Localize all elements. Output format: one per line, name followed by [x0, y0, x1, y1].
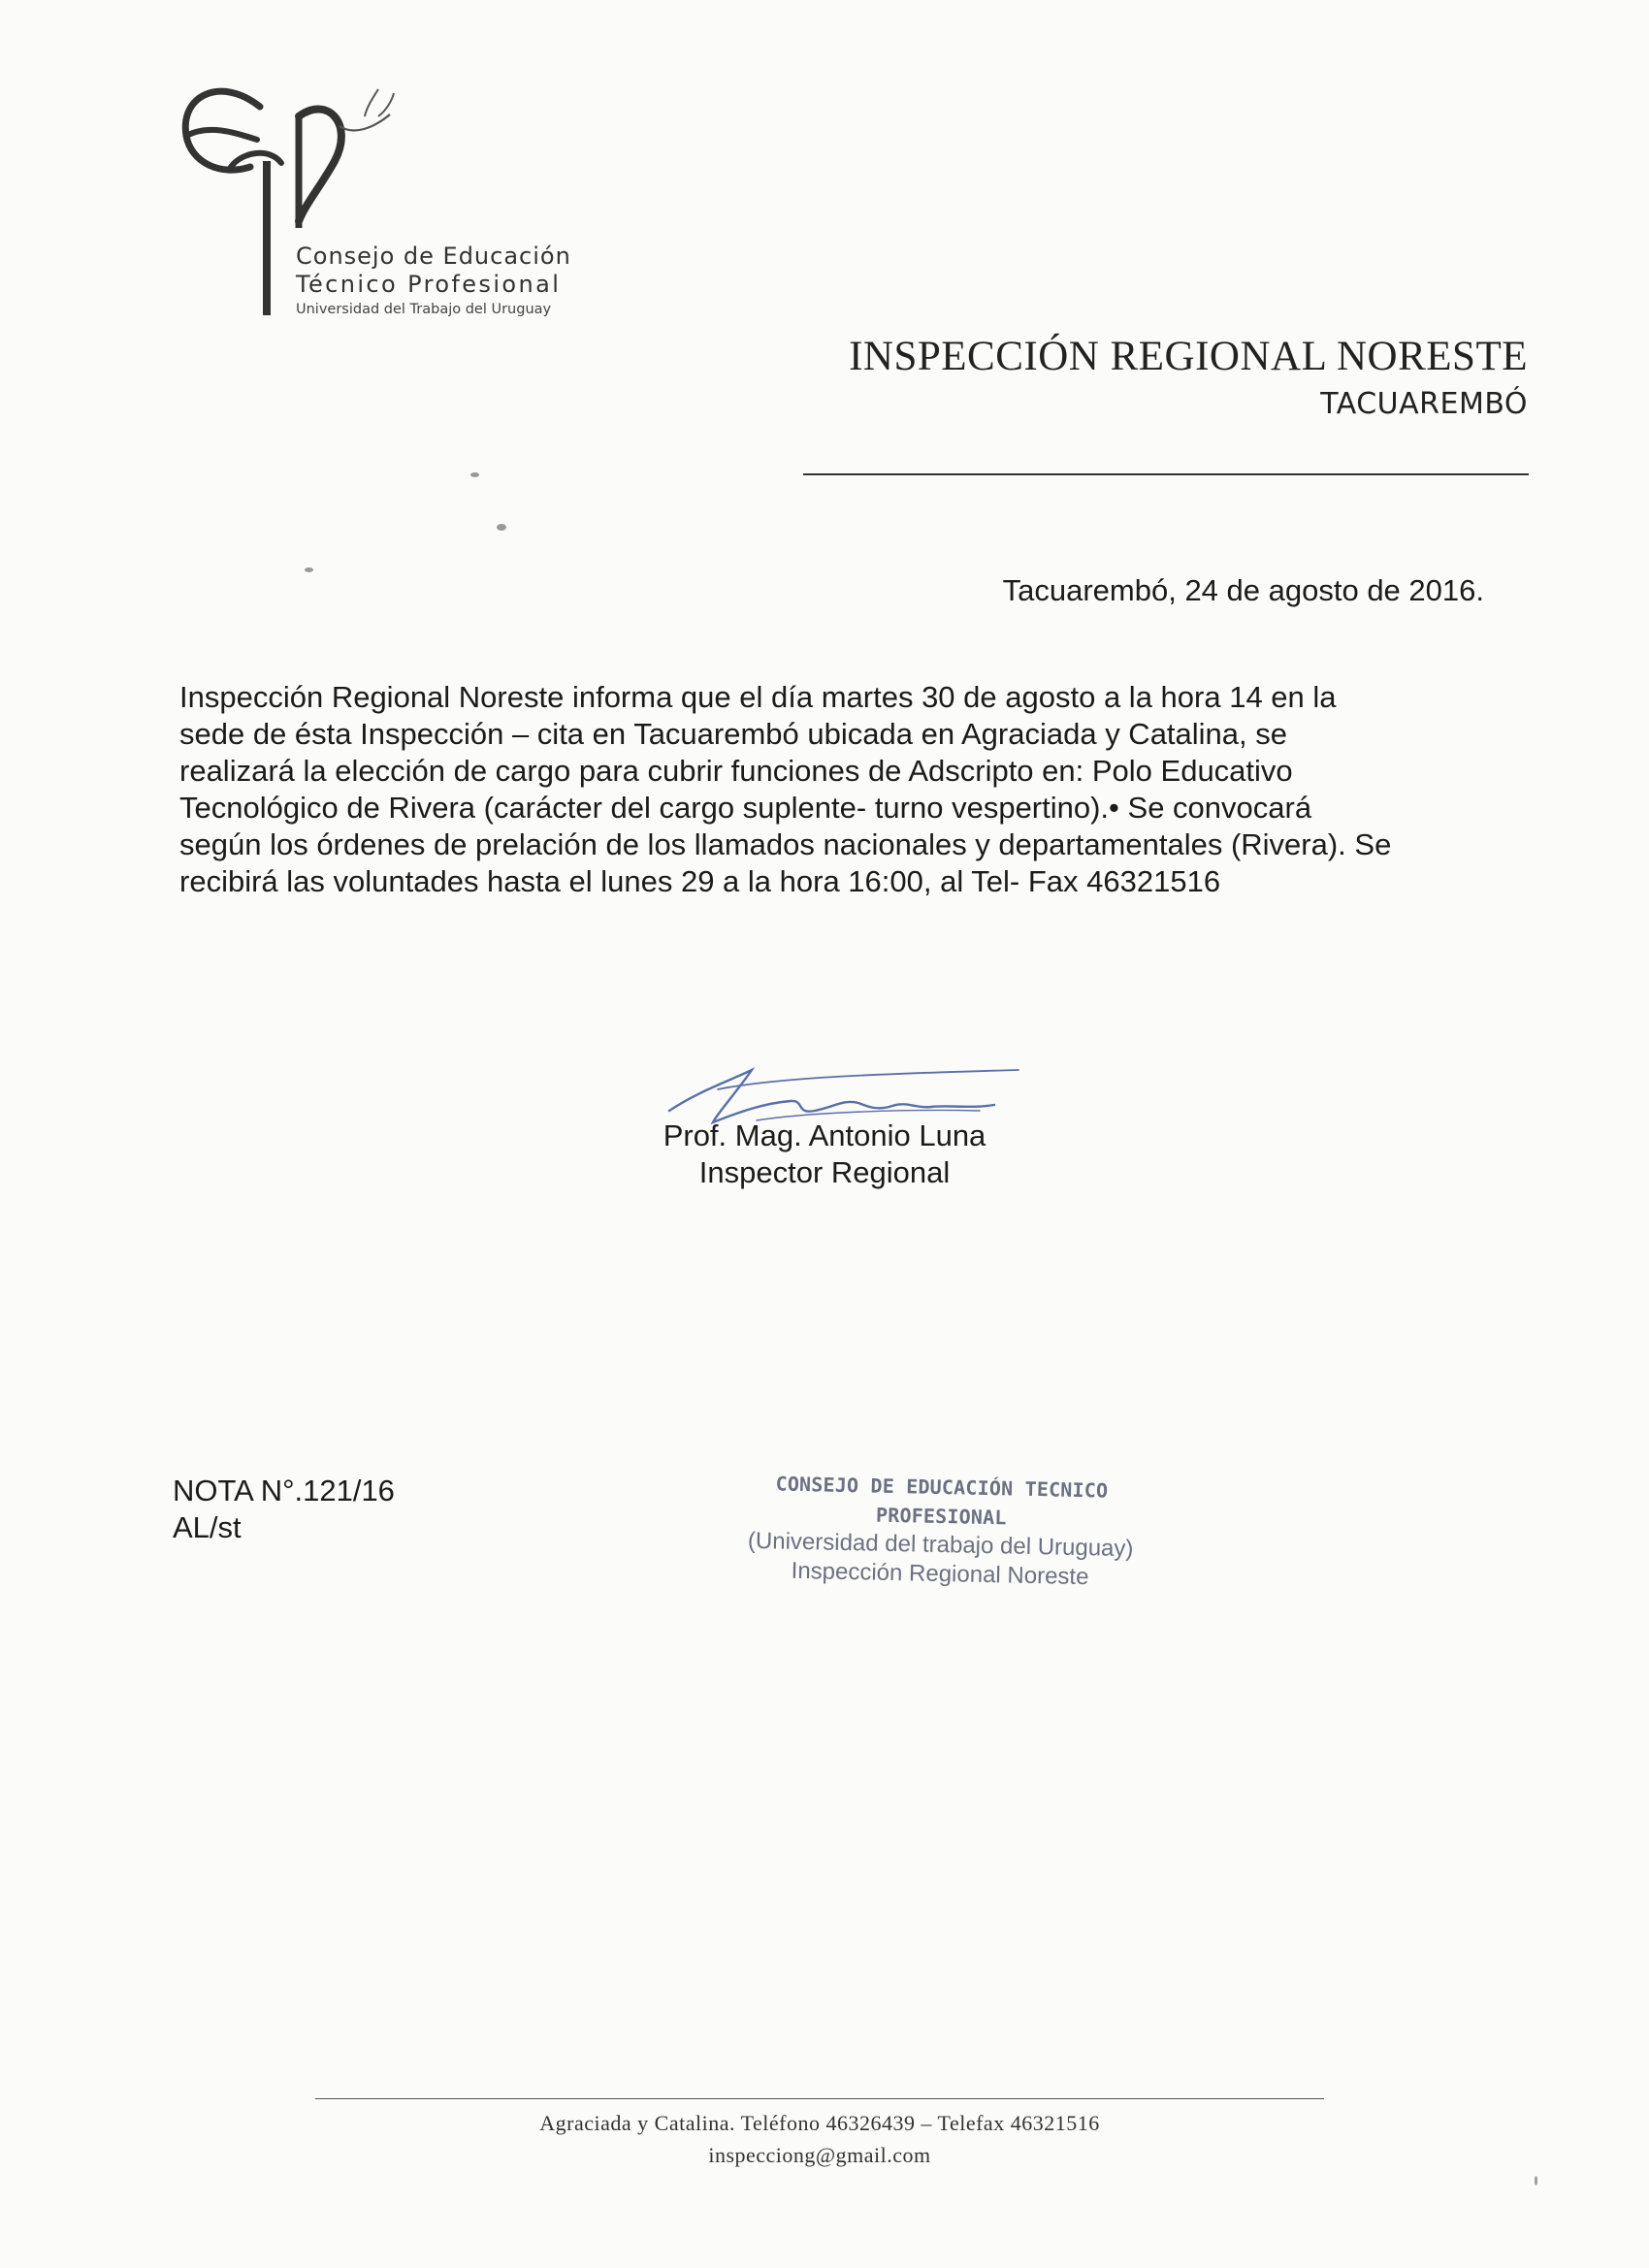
signer-block — [640, 1118, 1009, 1191]
scan-speck — [497, 524, 506, 531]
body-line: realizará la elección de cargo para cubrir funciones de Adscripto en: Polo Educativo — [179, 754, 1293, 788]
signer-name: Prof. Mag. Antonio Luna — [663, 1118, 986, 1152]
logo-line-2: Técnico Profesional — [296, 271, 562, 298]
scan-speck — [1535, 2176, 1537, 2186]
note-number: NOTA N°.121/16 — [173, 1474, 395, 1507]
stamp-line-2: (Universidad del trabajo del Uruguay) — [747, 1527, 1134, 1563]
footer-address: Agraciada y Catalina. Teléfono 46326439 – Telefax 46321516 — [539, 2111, 1100, 2135]
logo-line-3: Universidad del Trabajo del Uruguay — [296, 302, 552, 317]
signer-role: Inspector Regional — [698, 1155, 951, 1189]
logo-line-1: Consejo de Educación — [296, 243, 571, 270]
scan-speck — [305, 567, 313, 572]
letterhead-heading — [849, 333, 1528, 424]
letter-body — [179, 679, 1470, 900]
note-reference — [173, 1473, 395, 1546]
footer-divider — [315, 2098, 1324, 2099]
cetp-logo-text — [296, 243, 571, 320]
body-line: Inspección Regional Noreste informa que el día martes 30 de agosto a la hora 14 en la — [179, 680, 1337, 714]
body-line: sede de ésta Inspección – cita en Tacuarembó ubicada en Agraciada y Catalina, se — [179, 717, 1288, 751]
stamp-line-1: CONSEJO DE EDUCACIÓN TECNICO PROFESIONAL — [775, 1472, 1109, 1530]
letter-date: Tacuarembó, 24 de agosto de 2016. — [1002, 573, 1484, 607]
footer-email: inspecciong@gmail.com — [708, 2143, 931, 2167]
note-initials: AL/st — [173, 1510, 242, 1544]
body-line: según los órdenes de prelación de los llamados nacionales y departamentales (Rivera). Se — [179, 827, 1392, 861]
letter-footer — [315, 2107, 1324, 2171]
scan-speck — [470, 472, 479, 477]
heading-divider — [803, 473, 1529, 475]
body-line: recibirá las voluntades hasta el lunes 29 a la hora 16:00, al Tel- Fax 46321516 — [179, 864, 1221, 898]
institution-stamp — [717, 1468, 1165, 1594]
stamp-line-3: Inspección Regional Noreste — [791, 1557, 1089, 1591]
heading-subtitle: TACUAREMBÓ — [1320, 387, 1528, 421]
heading-title: INSPECCIÓN REGIONAL NORESTE — [849, 334, 1528, 379]
body-line: Tecnológico de Rivera (carácter del cargo suplente- turno vespertino).• Se convocará — [179, 791, 1312, 825]
